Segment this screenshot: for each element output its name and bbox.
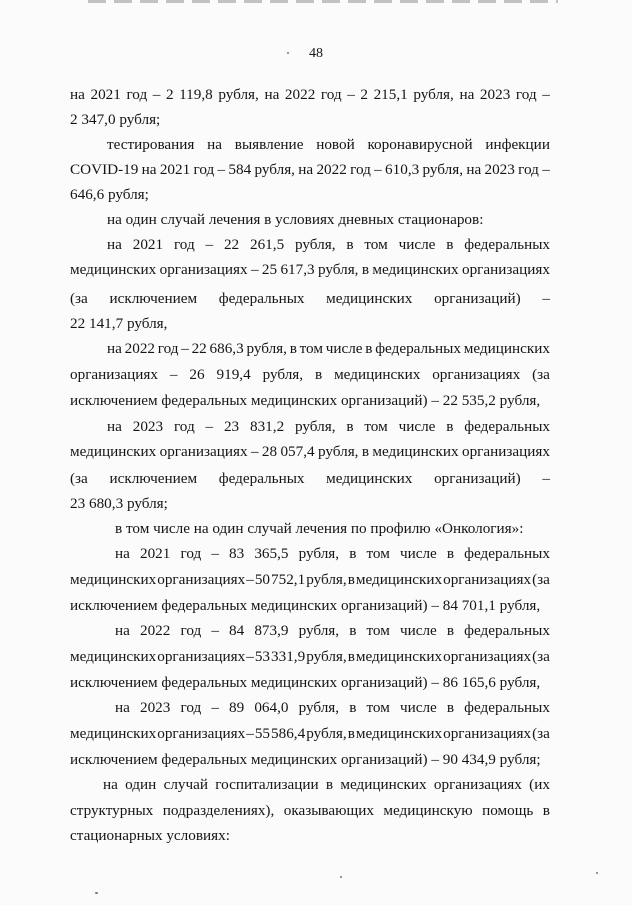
text-line: исключением федеральных медицинских организаций) – 86 165,6 рубля, xyxy=(70,674,541,691)
text-line: на 2022 год – 84 873,9 рубля, в том числе в федеральных xyxy=(115,622,550,639)
text-line: структурных подразделениях), оказывающих медицинскую помощь в xyxy=(70,802,550,819)
page-number: 48 xyxy=(309,46,323,61)
text-line: тестирования на выявление новой коронавирусной инфекции xyxy=(107,136,550,153)
text-line: медицинских организациях – 53 331,9 рубля, в медицинских организациях (за xyxy=(70,648,550,665)
scan-speck xyxy=(95,892,98,894)
text-line: на 2023 год – 23 831,2 рубля, в том числе в федеральных xyxy=(107,418,550,435)
text-line: на 2022 год – 22 686,3 рубля, в том числе в федеральных медицинских xyxy=(107,340,550,357)
text-line: исключением федеральных медицинских организаций) – 90 434,9 рубля; xyxy=(70,751,541,768)
text-line: медицинских организациях – 28 057,4 рубля, в медицинских организациях xyxy=(70,443,550,460)
scan-speck xyxy=(340,876,342,878)
text-line: 22 141,7 рубля, xyxy=(70,315,168,332)
text-line: (за исключением федеральных медицинских организаций) – xyxy=(70,290,550,307)
text-line: 2 347,0 рубля; xyxy=(70,111,161,128)
text-line: исключением федеральных медицинских организаций) – 84 701,1 рубля, xyxy=(70,597,541,614)
text-line: на один случай госпитализации в медицинских организациях (их xyxy=(103,776,550,793)
scan-speck xyxy=(287,52,289,54)
text-line: исключением федеральных медицинских организаций) – 22 535,2 рубля, xyxy=(70,392,541,409)
text-line: на один случай лечения в условиях дневных стационаров: xyxy=(107,211,484,228)
text-line: стационарных условиях: xyxy=(70,827,230,844)
scan-edge-mark xyxy=(88,0,558,3)
text-line: на 2021 год – 2 119,8 рубля, на 2022 год – 2 215,1 рубля, на 2023 год – xyxy=(70,86,550,103)
text-line: на 2021 год – 83 365,5 рубля, в том числе в федеральных xyxy=(115,545,550,562)
text-line: (за исключением федеральных медицинских организаций) – xyxy=(70,470,550,487)
text-line: COVID-19 на 2021 год – 584 рубля, на 2022 год – 610,3 рубля, на 2023 год – xyxy=(70,161,550,178)
text-line: 23 680,3 рубля; xyxy=(70,495,168,512)
text-line: организациях – 26 919,4 рубля, в медицинских организациях (за xyxy=(70,366,550,383)
text-line: медицинских организациях – 50 752,1 рубля, в медицинских организациях (за xyxy=(70,571,550,588)
text-line: 646,6 рубля; xyxy=(70,186,149,203)
text-line: медицинских организациях – 55 586,4 рубля, в медицинских организациях (за xyxy=(70,725,550,742)
scan-speck xyxy=(596,872,598,874)
text-line: медицинских организациях – 25 617,3 рубля, в медицинских организациях xyxy=(70,261,550,278)
text-line: на 2023 год – 89 064,0 рубля, в том числе в федеральных xyxy=(115,699,550,716)
text-line: на 2021 год – 22 261,5 рубля, в том числе в федеральных xyxy=(107,236,550,253)
text-line: в том числе на один случай лечения по профилю «Онкология»: xyxy=(115,520,524,537)
